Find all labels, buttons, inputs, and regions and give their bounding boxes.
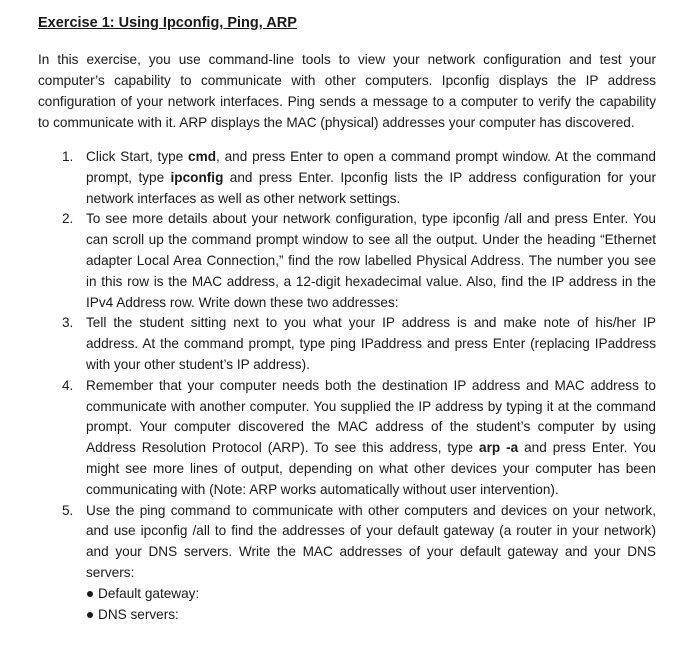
list-item bbox=[38, 501, 656, 626]
step-text: To see more details about your network configuration, type ipconfig /all and press Enter. You can scroll up the command prompt window to see all the output. Under the heading “Ethernet adapter Local Area Connection,” find the row labelled Physical Address. The number you see in this row is the MAC address, a 12-digit hexadecimal value. Also, find the IP address in the IPv4 Address row. Write down these two addresses: bbox=[86, 211, 656, 310]
step-number: 1. bbox=[62, 149, 74, 164]
step-number: 5. bbox=[62, 502, 74, 518]
step-number: 4. bbox=[62, 377, 74, 393]
list-item bbox=[38, 147, 656, 209]
list-item bbox=[38, 376, 656, 501]
step-text: Remember that your computer needs both the destination IP address and MAC address to communicate with another computer. You supplied the IP address by typing it at the command prompt. Your computer discovered the MAC address of the student’s computer by using Address Resolution Protocol (ARP). To see this address, type bbox=[86, 377, 656, 456]
step-text: , and press Enter to open a command prompt window. At the command prompt, type bbox=[86, 149, 656, 185]
bullet-default-gateway: Default gateway: bbox=[86, 584, 656, 605]
list-item bbox=[38, 209, 656, 313]
exercise-title: Exercise 1: Using Ipconfig, Ping, ARP bbox=[38, 15, 297, 31]
command-cmd: cmd bbox=[188, 149, 216, 164]
answer-bullets bbox=[86, 584, 656, 626]
step-number: 3. bbox=[62, 315, 74, 331]
list-item bbox=[38, 313, 656, 375]
intro-paragraph: In this exercise, you use command-line tools to view your network configuration and test your computer’s capability to communicate with other computers. Ipconfig displays the IP address configuration of your network interfaces. Ping sends a message to a computer to verify the capability to communicate with it. ARP displays the MAC (physical) addresses your computer has discovered. bbox=[38, 52, 656, 130]
command-ipconfig: ipconfig bbox=[170, 169, 224, 185]
step-text: Click Start, type bbox=[86, 149, 189, 164]
step-number: 2. bbox=[62, 211, 74, 227]
step-text: Tell the student sitting next to you what your IP address is and make note of his/her IP address. At the command prompt, type ping IPaddress and press Enter (replacing IPaddress with your other student’s IP address). bbox=[86, 315, 656, 372]
step-text: and press Enter. Ipconfig lists the IP address configuration for your network interfaces as well as other network settings. bbox=[86, 169, 656, 206]
steps-list bbox=[38, 147, 656, 625]
bullet-dns-servers: DNS servers: bbox=[86, 605, 656, 626]
step-text: and press Enter. You might see more lines of output, depending on what other devices your computer has been communicating with (Note: ARP works automatically without user intervention). bbox=[86, 440, 656, 497]
command-arp: arp -a bbox=[479, 440, 519, 456]
step-text: Use the ping command to communicate with other computers and devices on your network, and use ipconfig /all to find the addresses of your default gateway (a router in your network) and your DNS servers. Write the MAC addresses of your default gateway and your DNS servers: bbox=[86, 502, 656, 580]
